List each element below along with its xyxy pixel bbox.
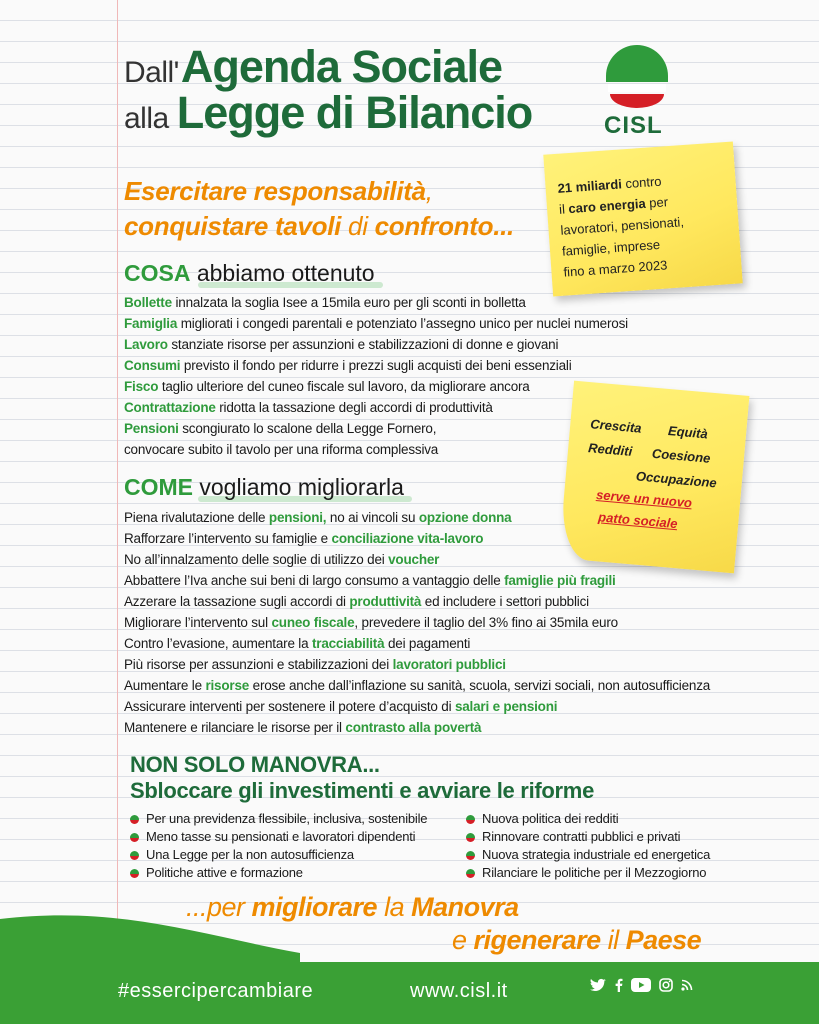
list-item bbox=[124, 292, 628, 313]
note-keyword: Coesione bbox=[651, 445, 712, 466]
heading-green: COSA bbox=[124, 260, 191, 286]
list-item bbox=[124, 549, 710, 570]
item-text: Mantenere e rilanciare le risorse per il bbox=[124, 720, 346, 735]
twitter-icon[interactable] bbox=[590, 978, 606, 992]
item-text: previsto il fondo per ridurre i prezzi sugli acquisti dei beni essenziali bbox=[180, 358, 572, 373]
note-text: lavoratori, pensionati, bbox=[560, 214, 685, 238]
list-item bbox=[130, 864, 427, 882]
page-title bbox=[124, 41, 533, 138]
list-item bbox=[124, 717, 710, 738]
list-item bbox=[466, 828, 710, 846]
item-text: convocare subito il tavolo per una riforma complessiva bbox=[124, 442, 439, 457]
note-text: famiglie, imprese bbox=[561, 236, 661, 259]
item-highlight: famiglie più fragili bbox=[504, 573, 616, 588]
item-key: Famiglia bbox=[124, 316, 178, 331]
list-item bbox=[124, 507, 710, 528]
list-item bbox=[124, 675, 710, 696]
list-item bbox=[130, 810, 427, 828]
heading-green: COME bbox=[124, 474, 193, 500]
list-item bbox=[124, 696, 710, 717]
closing-bold: rigenerare bbox=[473, 925, 601, 955]
ns-title-line: Sbloccare gli investimenti e avviare le riforme bbox=[130, 778, 595, 803]
item-text: stanziate risorse per assunzioni e stabilizzazioni di donne e giovani bbox=[167, 337, 559, 352]
item-key: Lavoro bbox=[124, 337, 168, 352]
closing-text: ...per bbox=[186, 892, 252, 922]
cosa-list bbox=[124, 292, 628, 460]
bullet-dot-icon bbox=[130, 869, 139, 878]
subtitle-part: Esercitare responsabilità bbox=[124, 176, 426, 206]
item-highlight: produttività bbox=[349, 594, 422, 609]
closing-text: il bbox=[600, 925, 626, 955]
subtitle-part: confronto... bbox=[374, 211, 514, 241]
list-item bbox=[124, 313, 628, 334]
item-highlight: lavoratori pubblici bbox=[392, 657, 506, 672]
item-text: migliorati i congedi parentali e potenziato l’assegno unico per nuclei numerosi bbox=[177, 316, 628, 331]
note-keyword: Redditi bbox=[587, 440, 633, 459]
item-text: Migliorare l’intervento sul bbox=[124, 615, 272, 630]
subtitle bbox=[124, 174, 514, 244]
list-item bbox=[124, 612, 710, 633]
item-text: taglio ulteriore del cuneo fiscale sul lavoro, da migliorare ancora bbox=[158, 379, 530, 394]
item-highlight: contrasto alla povertà bbox=[345, 720, 482, 735]
list-item bbox=[124, 376, 628, 397]
item-text: Abbattere l’Iva anche sui beni di largo consumo a vantaggio delle bbox=[124, 573, 505, 588]
closing-line-1 bbox=[186, 892, 519, 923]
website-link[interactable]: www.cisl.it bbox=[410, 980, 508, 1002]
bullet-text: Rilanciare le politiche per il Mezzogiorno bbox=[482, 865, 707, 880]
bullet-dot-icon bbox=[466, 851, 475, 860]
list-item bbox=[124, 355, 628, 376]
bullet-list-left bbox=[130, 810, 427, 882]
note-text: per bbox=[645, 194, 669, 211]
title-light-1: Dall' bbox=[124, 56, 179, 89]
rss-icon[interactable] bbox=[681, 979, 693, 991]
bullet-text: Una Legge per la non autosufficienza bbox=[146, 847, 354, 862]
list-item bbox=[130, 846, 427, 864]
bullet-dot-icon bbox=[130, 833, 139, 842]
item-text: Contro l’evasione, aumentare la bbox=[124, 636, 312, 651]
list-item bbox=[466, 846, 710, 864]
section-come-heading bbox=[124, 474, 404, 501]
closing-bold: migliorare bbox=[251, 892, 378, 922]
subtitle-part: conquistare tavoli bbox=[124, 211, 342, 241]
closing-bold: Manovra bbox=[411, 892, 519, 922]
item-text: scongiurato lo scalone della Legge Fornero, bbox=[178, 421, 437, 436]
item-text: ed includere i settori pubblici bbox=[421, 594, 589, 609]
note-text: fino a marzo 2023 bbox=[562, 257, 668, 280]
ns-title-line: NON SOLO MANOVRA... bbox=[130, 752, 380, 777]
note-text: il bbox=[558, 201, 570, 217]
subtitle-part: di bbox=[341, 211, 375, 241]
note-pact-line: serve un nuovo bbox=[595, 487, 693, 511]
item-text: , prevedere il taglio del 3% fino ai 35mila euro bbox=[354, 615, 618, 630]
title-bold-2: Legge di Bilancio bbox=[176, 87, 533, 138]
bullet-text: Nuova politica dei redditi bbox=[482, 811, 619, 826]
note-bold: caro energia bbox=[567, 195, 647, 217]
item-highlight: voucher bbox=[388, 552, 440, 567]
closing-line-2 bbox=[452, 925, 701, 956]
item-text: erose anche dall’inflazione su sanità, scuola, servizi sociali, non autosufficienza bbox=[249, 678, 711, 693]
item-key: Pensioni bbox=[124, 421, 179, 436]
closing-text: e bbox=[452, 925, 474, 955]
note-pact-line: patto sociale bbox=[597, 509, 679, 532]
item-text: Più risorse per assunzioni e stabilizzazioni dei bbox=[124, 657, 393, 672]
heading-dark: vogliamo migliorarla bbox=[193, 474, 404, 500]
item-text: No all’innalzamento delle soglie di utilizzo dei bbox=[124, 552, 389, 567]
item-text: Aumentare le bbox=[124, 678, 206, 693]
list-item bbox=[124, 418, 628, 439]
item-key: Consumi bbox=[124, 358, 181, 373]
note-keyword: Equità bbox=[667, 423, 709, 442]
bullet-text: Politiche attive e formazione bbox=[146, 865, 303, 880]
list-item bbox=[124, 633, 710, 654]
item-highlight: conciliazione vita-lavoro bbox=[331, 531, 484, 546]
item-highlight: salari e pensioni bbox=[454, 699, 558, 714]
bullet-text: Nuova strategia industriale ed energetica bbox=[482, 847, 711, 862]
list-item bbox=[124, 334, 628, 355]
sticky-note-energy bbox=[543, 142, 742, 297]
instagram-icon[interactable] bbox=[659, 978, 673, 992]
non-solo-manovra-heading bbox=[130, 752, 594, 804]
note-text: contro bbox=[621, 173, 662, 192]
item-text: Assicurare interventi per sostenere il potere d’acquisto di bbox=[124, 699, 455, 714]
item-highlight: opzione donna bbox=[418, 510, 512, 525]
bullet-dot-icon bbox=[130, 815, 139, 824]
item-highlight: risorse bbox=[205, 678, 250, 693]
bullet-text: Meno tasse su pensionati e lavoratori dipendenti bbox=[146, 829, 416, 844]
item-text: no ai vincoli su bbox=[326, 510, 419, 525]
bullet-dot-icon bbox=[130, 851, 139, 860]
footer-bar bbox=[0, 962, 819, 1024]
list-item bbox=[124, 528, 710, 549]
bullet-text: Per una previdenza flessibile, inclusiva, sostenibile bbox=[146, 811, 428, 826]
closing-bold: Paese bbox=[625, 925, 702, 955]
notebook-margin-line bbox=[117, 0, 118, 1024]
bullet-text: Rinnovare contratti pubblici e privati bbox=[482, 829, 681, 844]
item-key: Contrattazione bbox=[124, 400, 216, 415]
item-text: Azzerare la tassazione sugli accordi di bbox=[124, 594, 350, 609]
list-item bbox=[466, 864, 710, 882]
list-item bbox=[466, 810, 710, 828]
item-text: Piena rivalutazione delle bbox=[124, 510, 269, 525]
list-item bbox=[124, 654, 710, 675]
item-text: dei pagamenti bbox=[384, 636, 471, 651]
item-text: innalzata la soglia Isee a 15mila euro per gli sconti in bolletta bbox=[171, 295, 526, 310]
title-light-2: alla bbox=[124, 102, 169, 135]
logo-text: CISL bbox=[604, 112, 663, 139]
item-text: Rafforzare l’intervento su famiglie e bbox=[124, 531, 332, 546]
item-highlight: pensioni, bbox=[268, 510, 327, 525]
list-item bbox=[124, 570, 710, 591]
facebook-icon[interactable] bbox=[614, 978, 623, 992]
item-highlight: tracciabilità bbox=[311, 636, 385, 651]
note-keyword: Occupazione bbox=[635, 468, 718, 491]
bullet-list-right bbox=[466, 810, 710, 882]
list-item bbox=[124, 397, 628, 418]
come-list bbox=[124, 507, 710, 738]
item-key: Bollette bbox=[124, 295, 172, 310]
social-icons bbox=[590, 978, 693, 992]
list-item bbox=[130, 828, 427, 846]
item-key: Fisco bbox=[124, 379, 159, 394]
note-bold: 21 miliardi bbox=[557, 176, 623, 196]
item-text: ridotta la tassazione degli accordi di produttività bbox=[215, 400, 493, 415]
title-bold-1: Agenda Sociale bbox=[180, 41, 503, 92]
bullet-dot-icon bbox=[466, 869, 475, 878]
list-item bbox=[124, 591, 710, 612]
subtitle-part: , bbox=[425, 176, 433, 206]
bullet-dot-icon bbox=[466, 815, 475, 824]
bullet-dot-icon bbox=[466, 833, 475, 842]
hashtag-link[interactable]: #essercipercambiare bbox=[118, 980, 314, 1002]
closing-text: la bbox=[377, 892, 412, 922]
heading-dark: abbiamo ottenuto bbox=[190, 260, 375, 286]
youtube-icon[interactable] bbox=[631, 978, 651, 992]
section-cosa-heading bbox=[124, 260, 375, 287]
item-highlight: cuneo fiscale bbox=[271, 615, 355, 630]
list-item bbox=[124, 439, 628, 460]
note-keyword: Crescita bbox=[589, 416, 643, 436]
